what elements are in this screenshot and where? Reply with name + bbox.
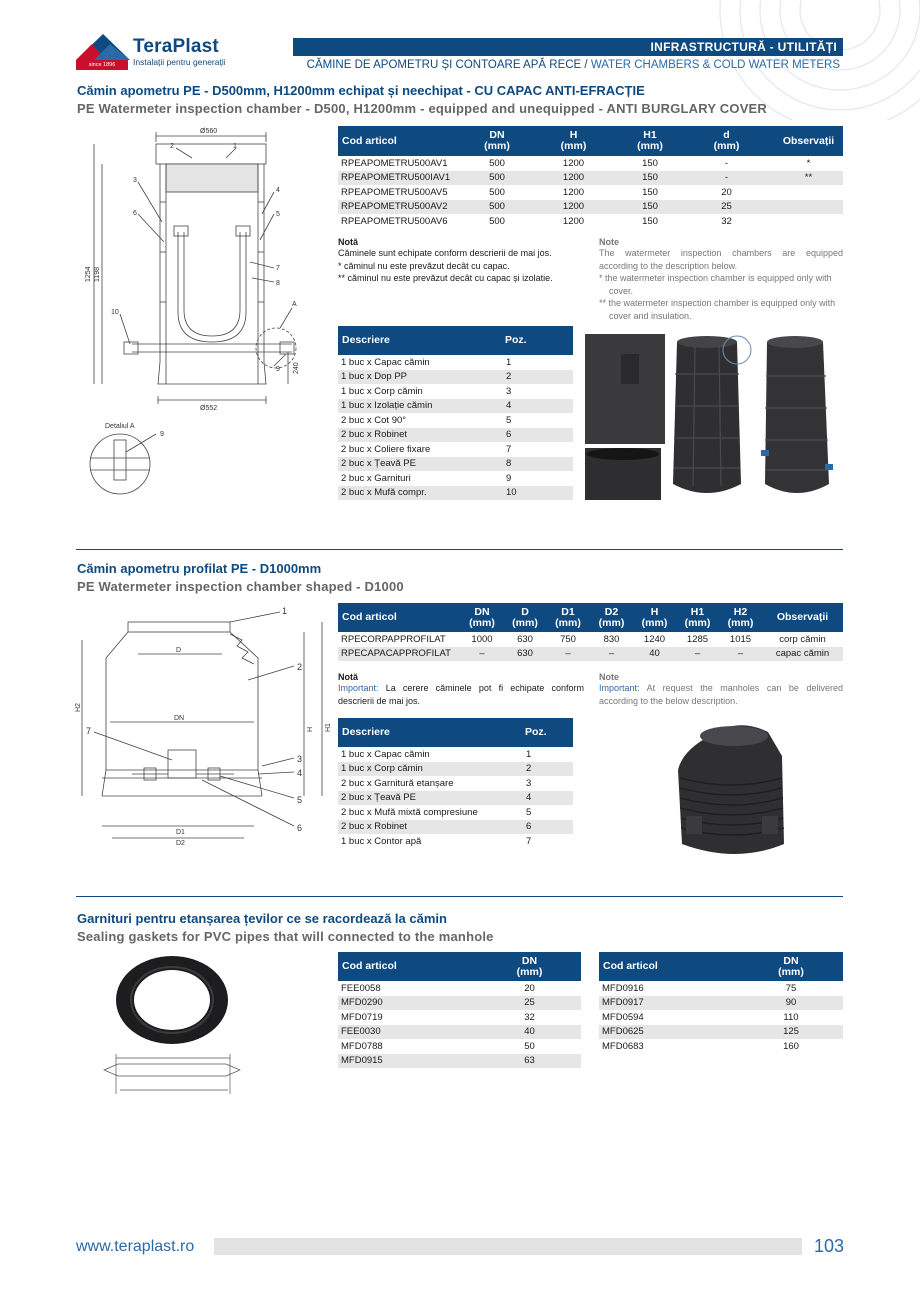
s2-th-h: H (mm) <box>633 603 676 632</box>
table-cell: 500 <box>468 200 526 215</box>
s2-th-h1: H1 (mm) <box>676 603 719 632</box>
table-cell: 1 buc x Capac cămin <box>338 747 523 762</box>
section2-title-ro: Cămin apometru profilat PE - D1000mm <box>77 561 322 576</box>
table-cell: capac cămin <box>762 647 843 662</box>
table-cell: 8 <box>503 457 573 472</box>
table-row <box>338 370 573 385</box>
subtitle-en: WATER CHAMBERS & COLD WATER METERS <box>590 59 840 71</box>
footer-bar <box>214 1238 802 1255</box>
th-d: d (mm) <box>679 126 774 156</box>
g1-th-cod: Cod articol <box>338 952 478 981</box>
note-en-line-2: * the watermeter inspection chamber is equipped only with cover. <box>599 273 832 296</box>
th-cod: Cod articol <box>338 126 468 156</box>
table-cell: 1 <box>523 747 573 762</box>
s2-callout-3: 3 <box>297 754 303 764</box>
table-row <box>338 428 573 443</box>
table-cell: 32 <box>679 214 774 229</box>
callout-8: 8 <box>276 280 280 287</box>
note-en-title: Note <box>599 237 619 247</box>
s2-callout-4: 4 <box>297 768 303 778</box>
table-cell: 2 buc x Mufă mixtă compresiune <box>338 805 523 820</box>
note-en-line-1: The watermeter inspection chambers are equipped according to the description below. <box>599 248 843 271</box>
gaskets-table-b <box>599 952 843 1054</box>
table-row <box>338 156 843 171</box>
table-cell: 630 <box>504 647 546 662</box>
s2-th-d: D (mm) <box>504 603 546 632</box>
table-cell: 25 <box>679 200 774 215</box>
table-cell: 2 buc x Robinet <box>338 820 523 835</box>
callout-3: 3 <box>133 177 137 184</box>
table-row <box>338 214 843 229</box>
dim-240: 240 <box>293 362 300 374</box>
table-cell: 1 buc x Corp cămin <box>338 384 503 399</box>
section1-note-en <box>599 237 843 322</box>
table-cell: 1000 <box>460 632 504 647</box>
logo-tagline: Instalații pentru generații <box>133 57 226 67</box>
callout-9: 9 <box>276 366 280 373</box>
table-cell: MFD0917 <box>599 996 739 1011</box>
callout-2: 2 <box>170 143 174 150</box>
page-number: 103 <box>814 1236 845 1256</box>
table-cell: MFD0915 <box>338 1054 478 1069</box>
table-row <box>338 200 843 215</box>
table-row <box>338 981 581 996</box>
s2-note-en-text <box>599 682 843 707</box>
table-row <box>338 185 843 200</box>
note-en-line-3: ** the watermeter inspection chamber is equipped only with cover and insulation. <box>599 298 836 321</box>
table-cell: 830 <box>590 632 633 647</box>
note-ro-title: Notă <box>338 237 358 247</box>
table-cell: 2 <box>523 762 573 777</box>
table-cell: 150 <box>621 185 679 200</box>
s2-callout-7: 7 <box>86 726 92 736</box>
dim-bottom: Ø552 <box>200 405 218 412</box>
table-cell: 500 <box>468 214 526 229</box>
section1-parts-table <box>338 326 573 501</box>
callout-7: 7 <box>276 265 280 272</box>
table-cell: 1200 <box>526 171 621 186</box>
teraplast-logo-icon <box>76 34 130 60</box>
g2-th-cod: Cod articol <box>599 952 739 981</box>
th-descriere: Descriere <box>338 326 503 355</box>
s2-th-descriere: Descriere <box>338 718 523 747</box>
table-cell: MFD0719 <box>338 1010 478 1025</box>
s2-th-dn: DN (mm) <box>460 603 504 632</box>
category-bar: INFRASTRUCTURĂ - UTILITĂȚI <box>293 38 843 56</box>
table-row <box>338 1010 581 1025</box>
table-cell: 9 <box>503 471 573 486</box>
section1-note-ro <box>338 237 586 285</box>
s2-note-ro-body: La cerere căminele pot fi echipate conform descrierii de mai jos. <box>338 683 584 706</box>
table-row <box>338 399 573 414</box>
table-cell: 7 <box>503 442 573 457</box>
table-cell: 1285 <box>676 632 719 647</box>
s2-note-ro-title: Notă <box>338 672 358 682</box>
table-cell: 2 buc x Garnituri <box>338 471 503 486</box>
table-cell: – <box>719 647 762 662</box>
table-cell: 1200 <box>526 185 621 200</box>
s2-note-en-body: At request the manholes can be delivered according to the below description. <box>599 683 843 706</box>
table-cell: 75 <box>739 981 843 996</box>
table-cell: 1 buc x Contor apă <box>338 834 523 849</box>
callout-1: 1 <box>233 143 237 150</box>
section-divider-1 <box>76 549 843 550</box>
table-cell: 630 <box>504 632 546 647</box>
table-cell: MFD0916 <box>599 981 739 996</box>
table-cell: 500 <box>468 156 526 171</box>
table-cell: 160 <box>739 1039 843 1054</box>
table-cell: MFD0594 <box>599 1010 739 1025</box>
table-row <box>338 486 573 501</box>
table-row <box>338 805 573 820</box>
subtitle-sep: / <box>581 59 591 71</box>
s2-th-h2: H2 (mm) <box>719 603 762 632</box>
callout-10: 10 <box>111 309 119 316</box>
header-subtitle <box>293 59 840 71</box>
table-cell: 1200 <box>526 200 621 215</box>
table-cell: 150 <box>621 200 679 215</box>
table-cell: 110 <box>739 1010 843 1025</box>
callout-9-detail: 9 <box>160 431 164 438</box>
table-cell: – <box>460 647 504 662</box>
table-cell: 25 <box>478 996 581 1011</box>
table-cell: RPEAPOMETRU500AV1 <box>338 156 468 171</box>
detail-label: Detaliul A <box>105 423 135 430</box>
table-cell: – <box>676 647 719 662</box>
table-row <box>338 355 573 370</box>
table-row <box>338 632 843 647</box>
table-cell: 6 <box>503 428 573 443</box>
table-cell: 1015 <box>719 632 762 647</box>
table-cell: FEE0030 <box>338 1025 478 1040</box>
table-cell: 3 <box>523 776 573 791</box>
note-ro-line-3: ** căminul nu este prevăzut decât cu capac și izolatie. <box>338 273 553 283</box>
s2-callout-1: 1 <box>282 606 288 616</box>
table-cell: 5 <box>503 413 573 428</box>
callout-4: 4 <box>276 187 280 194</box>
table-cell: 2 buc x Țeavă PE <box>338 791 523 806</box>
table-cell: RPECORPAPPROFILAT <box>338 632 460 647</box>
detail-marker: A <box>292 301 297 308</box>
dim-top: Ø560 <box>200 128 218 135</box>
section1-title-en: PE Watermeter inspection chamber - D500, H1200mm - equipped and unequipped - ANTI BURGLARY COVER <box>77 101 768 116</box>
s2-callout-6: 6 <box>297 823 303 833</box>
table-row <box>338 996 581 1011</box>
table-row <box>338 457 573 472</box>
dim-h1-s2: H1 <box>325 723 332 732</box>
dim-h2: 1198 <box>94 266 101 282</box>
table-row <box>338 776 573 791</box>
table-cell: 1 <box>503 355 573 370</box>
table-cell: 500 <box>468 171 526 186</box>
table-cell: 2 buc x Mufă compr. <box>338 486 503 501</box>
table-cell: 1 buc x Corp cămin <box>338 762 523 777</box>
table-cell: 1200 <box>526 156 621 171</box>
table-cell: RPEAPOMETRU500AV5 <box>338 185 468 200</box>
section2-title-en: PE Watermeter inspection chamber shaped - D1000 <box>77 579 404 594</box>
note-ro-line-1: Căminele sunt echipate conform descrierii de mai jos. <box>338 248 552 258</box>
table-cell: 2 buc x Coliere fixare <box>338 442 503 457</box>
s2-note-en-important: Important: <box>599 683 640 693</box>
table-cell: 20 <box>478 981 581 996</box>
table-cell: 50 <box>478 1039 581 1054</box>
table-cell: RPEAPOMETRU500AV2 <box>338 200 468 215</box>
table-row <box>599 981 843 996</box>
table-row <box>338 1054 581 1069</box>
s2-callout-2: 2 <box>297 662 303 672</box>
table-row <box>338 820 573 835</box>
logo-name: TeraPlast <box>133 36 219 57</box>
s2-callout-5: 5 <box>297 795 303 805</box>
table-cell: 7 <box>523 834 573 849</box>
s2-th-d1: D1 (mm) <box>546 603 590 632</box>
th-h: H (mm) <box>526 126 621 156</box>
table-cell: - <box>679 156 774 171</box>
chamber-d1000-product-photo <box>676 712 790 860</box>
th-obs: Observații <box>774 126 843 156</box>
table-cell: – <box>590 647 633 662</box>
section3-title-en: Sealing gaskets for PVC pipes that will connected to the manhole <box>77 929 494 944</box>
table-row <box>338 442 573 457</box>
table-cell: 150 <box>621 156 679 171</box>
table-cell: RPEAPOMETRU500IAV1 <box>338 171 468 186</box>
table-cell: * <box>774 156 843 171</box>
table-row <box>599 1010 843 1025</box>
table-cell: 500 <box>468 185 526 200</box>
table-cell: 1 buc x Capac cămin <box>338 355 503 370</box>
table-cell: 1 buc x Dop PP <box>338 370 503 385</box>
table-cell: RPEAPOMETRU500AV6 <box>338 214 468 229</box>
table-cell: 6 <box>523 820 573 835</box>
table-cell: 63 <box>478 1054 581 1069</box>
table-row <box>599 1025 843 1040</box>
callout-6: 6 <box>133 210 137 217</box>
logo-since-badge: since 1896 <box>76 60 128 70</box>
table-cell: 3 <box>503 384 573 399</box>
table-cell: 5 <box>523 805 573 820</box>
section1-articles-table <box>338 126 843 229</box>
table-cell <box>774 185 843 200</box>
table-row <box>338 171 843 186</box>
s2-th-poz: Poz. <box>523 718 573 747</box>
table-cell: MFD0788 <box>338 1039 478 1054</box>
table-cell: 40 <box>478 1025 581 1040</box>
table-cell: 90 <box>739 996 843 1011</box>
g1-th-dn: DN (mm) <box>478 952 581 981</box>
table-cell: MFD0290 <box>338 996 478 1011</box>
table-cell: 4 <box>523 791 573 806</box>
table-cell: 125 <box>739 1025 843 1040</box>
table-row <box>338 747 573 762</box>
table-row <box>338 384 573 399</box>
table-cell: MFD0625 <box>599 1025 739 1040</box>
section1-title-ro: Cămin apometru PE - D500mm, H1200mm echipat și neechipat - CU CAPAC ANTI-EFRACȚIE <box>77 83 645 98</box>
callout-5: 5 <box>276 211 280 218</box>
section2-note-en <box>599 672 843 707</box>
th-poz: Poz. <box>503 326 573 355</box>
table-row <box>338 471 573 486</box>
th-dn: DN (mm) <box>468 126 526 156</box>
dim-dn: DN <box>174 715 185 722</box>
table-cell: 2 <box>503 370 573 385</box>
chamber-d1000-technical-drawing <box>72 600 332 850</box>
table-row <box>338 647 843 662</box>
dim-d2: D2 <box>176 840 185 847</box>
footer-url[interactable]: www.teraplast.ro <box>76 1238 195 1255</box>
note-ro-line-2: * căminul nu este prevăzut decât cu capac. <box>338 260 510 271</box>
dim-h1: 1254 <box>85 266 92 282</box>
s2-note-ro-important: Important: <box>338 683 379 693</box>
chamber-d500-product-photo <box>585 334 843 500</box>
table-cell: 2 buc x Garnitură etanșare <box>338 776 523 791</box>
table-cell: 1 buc x Izolație cămin <box>338 399 503 414</box>
section2-note-ro <box>338 672 584 707</box>
section-divider-2 <box>76 896 843 897</box>
table-row <box>338 762 573 777</box>
s2-note-en-title: Note <box>599 672 619 682</box>
table-cell: - <box>679 171 774 186</box>
table-row <box>338 834 573 849</box>
table-cell: ** <box>774 171 843 186</box>
s2-th-d2: D2 (mm) <box>590 603 633 632</box>
dim-h: H <box>307 726 314 732</box>
s2-th-obs: Observații <box>762 603 843 632</box>
table-cell: 150 <box>621 214 679 229</box>
dim-h2-s2: H2 <box>75 703 82 712</box>
table-cell: 1200 <box>526 214 621 229</box>
chamber-d500-technical-drawing <box>80 122 310 502</box>
table-cell: 10 <box>503 486 573 501</box>
table-cell: 4 <box>503 399 573 414</box>
table-cell: 32 <box>478 1010 581 1025</box>
table-row <box>599 996 843 1011</box>
section3-title-ro: Garnituri pentru etanșarea țevilor ce se racordează la cămin <box>77 911 447 926</box>
table-cell: RPECAPACAPPROFILAT <box>338 647 460 662</box>
table-cell: 2 buc x Robinet <box>338 428 503 443</box>
dim-d: D <box>176 647 182 654</box>
s2-note-ro-text <box>338 682 584 707</box>
table-cell: 150 <box>621 171 679 186</box>
table-cell: 750 <box>546 632 590 647</box>
gaskets-table-a <box>338 952 581 1069</box>
table-cell: 20 <box>679 185 774 200</box>
table-row <box>338 1025 581 1040</box>
s2-th-cod: Cod articol <box>338 603 460 632</box>
table-cell: 1240 <box>633 632 676 647</box>
dim-d1: D1 <box>176 829 185 836</box>
table-cell <box>774 214 843 229</box>
table-row <box>338 1039 581 1054</box>
table-row <box>338 413 573 428</box>
sealing-gasket-illustration <box>100 954 248 1104</box>
subtitle-ro: CĂMINE DE APOMETRU ȘI CONTOARE APĂ RECE <box>306 59 582 71</box>
section2-articles-table <box>338 603 843 662</box>
table-cell: – <box>546 647 590 662</box>
table-cell: 2 buc x Țeavă PE <box>338 457 503 472</box>
th-h1: H1 (mm) <box>621 126 679 156</box>
g2-th-dn: DN (mm) <box>739 952 843 981</box>
table-cell: MFD0683 <box>599 1039 739 1054</box>
section2-parts-table <box>338 718 573 849</box>
table-cell: 2 buc x Cot 90° <box>338 413 503 428</box>
table-row <box>599 1039 843 1054</box>
table-cell: corp cămin <box>762 632 843 647</box>
table-cell: FEE0058 <box>338 981 478 996</box>
table-cell <box>774 200 843 215</box>
table-cell: 40 <box>633 647 676 662</box>
table-row <box>338 791 573 806</box>
